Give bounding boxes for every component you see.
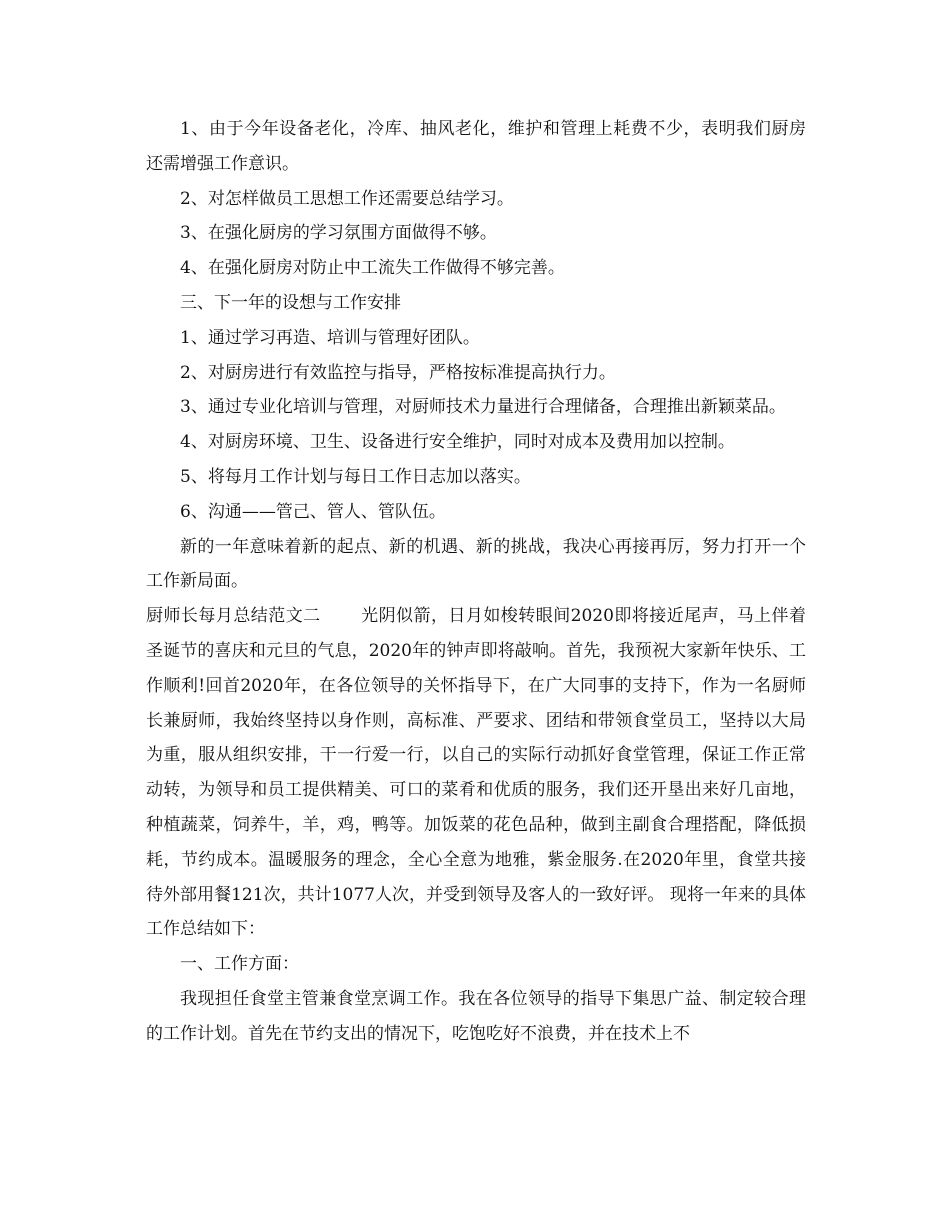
paragraph-learning-atmosphere: 3、在强化厨房的学习氛围方面做得不够。 xyxy=(180,223,497,244)
paragraph-staff-thinking: 2、对怎样做员工思想工作还需要总结学习。 xyxy=(180,188,514,209)
paragraph-equipment-aging: 1、由于今年设备老化，冷库、抽风老化，维护和管理上耗费不少，表明我们厨房 还需增强工作意识。 xyxy=(146,119,806,174)
paragraph-safety-maintenance: 4、对厨房环境、卫生、设备进行安全维护，同时对成本及费用加以控制。 xyxy=(180,432,735,453)
paragraph-current-role: 我现担任食堂主管兼食堂烹调工作。我在各位领导的指导下集思广益、制定较合理的工作计划。首先在节约支出的情况下，吃饱吃好不浪费，并在技术上不 xyxy=(146,988,806,1044)
paragraph-team-training: 1、通过学习再造、培训与管理好团队。 xyxy=(180,327,480,348)
paragraph-communication: 6、沟通——管己、管人、管队伍。 xyxy=(180,501,446,522)
paragraph-monitoring: 2、对厨房进行有效监控与指导，严格按标准提高执行力。 xyxy=(180,362,616,383)
paragraph-new-year-resolution: 新的一年意味着新的起点、新的机遇、新的挑战，我决心再接再厉，努力打开一个工作新局面。 xyxy=(146,536,806,592)
section-two-paragraph xyxy=(146,599,806,947)
paragraph-professional-training: 3、通过专业化培训与管理，对厨师技术力量进行合理储备，合理推出新颖菜品。 xyxy=(180,397,786,418)
paragraph-monthly-plan: 5、将每月工作计划与每日工作日志加以落实。 xyxy=(180,466,531,487)
paragraph-staff-turnover: 4、在强化厨房对防止中工流失工作做得不够完善。 xyxy=(180,258,565,279)
section-two-title: 厨师长每月总结范文二 xyxy=(146,606,321,627)
heading-work-aspects: 一、工作方面： xyxy=(180,954,299,975)
document-page xyxy=(146,112,806,1052)
section-two-body: 光阴似箭，日月如梭转眼间2020即将接近尾声，马上伴着圣诞节的喜庆和元旦的气息，2020年的钟声即将敲响。首先，我预祝大家新年快乐、工作顺利!回首2020年，在各位领导的关怀指导下，在广大同事的支持下，作为一名厨师长兼厨师，我始终坚持以身作则，高标准、严要求、团结和带领食堂员工，坚持以大局为重，服从组织安排，干一行爱一行，以自己的实际行动抓好食堂管理，保证工作正常动转，为领导和员工提供精美、可口的菜肴和优质的服务，我们还开垦出来好几亩地，种植蔬菜，饲养牛，羊，鸡，鸭等。加饭菜的花色品种，做到主副食合理搭配，降低损耗，节约成本。温暖服务的理念，全心全意为地雅，紫金服务.在2020年里，食堂共接待外部用餐121次，共计1077人次，并受到领导及客人的一致好评。 现将一年来的具体工作总结如下： xyxy=(146,606,807,940)
section-heading-next-year-plan: 三、下一年的设想与工作安排 xyxy=(180,292,401,313)
